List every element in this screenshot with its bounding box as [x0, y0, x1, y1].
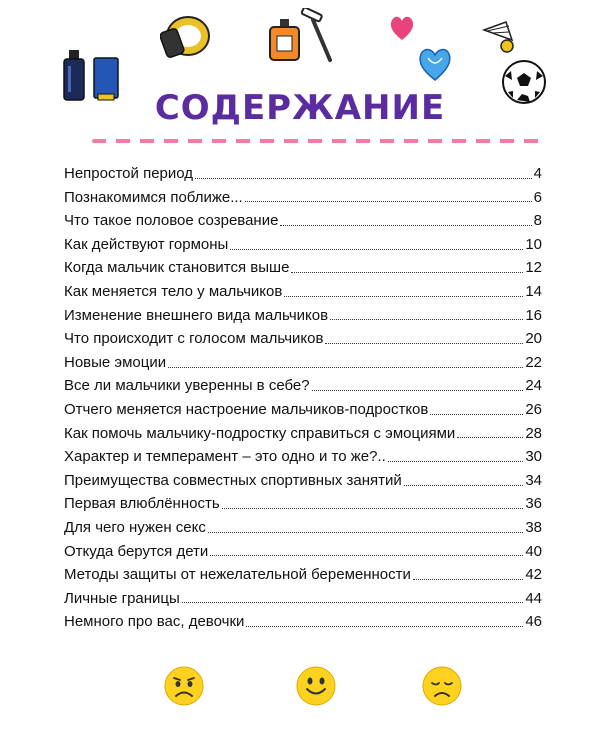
toc-entry-page: 34 — [525, 471, 542, 489]
dot-leader — [208, 531, 523, 533]
toc-entry[interactable] — [64, 398, 542, 422]
toc-entry[interactable] — [64, 233, 542, 257]
dot-leader — [430, 413, 523, 415]
dot-leader — [222, 507, 524, 509]
toc-entry[interactable] — [64, 587, 542, 611]
toc-entry[interactable] — [64, 563, 542, 587]
toc-entry-page: 20 — [525, 330, 542, 348]
toc-entry[interactable] — [64, 422, 542, 446]
heart-outline-icon — [416, 44, 454, 84]
toc-entry-page: 36 — [525, 495, 542, 513]
dot-leader — [245, 200, 532, 202]
toc-entry-page: 16 — [525, 306, 542, 324]
toc-entry-page: 46 — [525, 613, 542, 631]
toc-entry-title: Отчего меняется настроение мальчиков-подростков — [64, 400, 429, 418]
toc-entry-title: Когда мальчик становится выше — [64, 259, 290, 277]
dot-leader — [246, 625, 523, 627]
dot-leader — [182, 601, 524, 603]
toc-entry[interactable] — [64, 280, 542, 304]
toc-entry-page: 22 — [525, 353, 542, 371]
shuttlecock-icon — [478, 18, 518, 58]
perfume-icon — [268, 18, 302, 62]
title-divider — [92, 139, 542, 143]
toc-entry-page: 10 — [525, 235, 542, 253]
toc-entry[interactable] — [64, 445, 542, 469]
dot-leader — [388, 460, 524, 462]
toc-entry-page: 28 — [525, 424, 542, 442]
toc-entry-title: Преимущества совместных спортивных занятий — [64, 471, 402, 489]
toc-entry[interactable] — [64, 304, 542, 328]
toc-entry-title: Что происходит с голосом мальчиков — [64, 330, 324, 348]
toc-entry-title: Для чего нужен секс — [64, 518, 206, 536]
dot-leader — [457, 436, 523, 438]
toc-entry-page: 8 — [533, 212, 542, 230]
dot-leader — [210, 554, 523, 556]
toc-entry-title: Новые эмоции — [64, 353, 167, 371]
toc-entry-page: 4 — [533, 165, 542, 182]
table-of-contents — [64, 162, 542, 634]
dot-leader — [413, 578, 523, 580]
page-title: СОДЕРЖАНИЕ — [154, 88, 446, 128]
dot-leader — [168, 366, 523, 368]
dot-leader — [325, 342, 523, 344]
toc-entry-title: Что такое половое созревание — [64, 212, 279, 230]
dot-leader — [404, 484, 524, 486]
toc-entry-page: 6 — [533, 188, 542, 206]
toc-entry-page: 24 — [525, 377, 542, 395]
toc-entry-title: Методы защиты от нежелательной беременности — [64, 566, 411, 584]
toc-entry-title: Откуда берутся дети — [64, 542, 209, 560]
dot-leader — [280, 224, 531, 226]
toc-entry-page: 40 — [525, 542, 542, 560]
toc-entry-title: Немного про вас, девочки — [64, 613, 245, 631]
toc-entry-page: 30 — [525, 448, 542, 466]
toc-entry-page: 14 — [525, 282, 542, 300]
dot-leader — [291, 271, 523, 273]
toc-entry-title: Как меняется тело у мальчиков — [64, 282, 283, 300]
toc-entry[interactable] — [64, 186, 542, 210]
toc-entry[interactable] — [64, 540, 542, 564]
toc-entry[interactable] — [64, 256, 542, 280]
toc-entry[interactable] — [64, 492, 542, 516]
worried-face-icon — [164, 666, 204, 706]
smiling-face-icon — [296, 666, 336, 706]
toc-entry-title: Характер и темперамент – это одно и то же?.. — [64, 448, 386, 466]
heart-icon — [388, 14, 416, 42]
dot-leader — [195, 177, 532, 179]
toc-entry[interactable] — [64, 374, 542, 398]
toc-entry-title: Изменение внешнего вида мальчиков — [64, 306, 329, 324]
toc-entry-title: Как помочь мальчику-подростку справиться с эмоциями — [64, 424, 456, 442]
dot-leader — [312, 389, 524, 391]
toc-entry[interactable] — [64, 516, 542, 540]
toc-entry-page: 12 — [525, 259, 542, 277]
toc-entry[interactable] — [64, 351, 542, 375]
dot-leader — [284, 295, 523, 297]
smartwatch-icon — [160, 12, 212, 64]
dot-leader — [230, 248, 523, 250]
toc-entry-title: Познакомимся поближе... — [64, 188, 243, 206]
sad-face-icon — [422, 666, 462, 706]
toc-entry[interactable] — [64, 469, 542, 493]
toc-entry-page: 42 — [525, 566, 542, 584]
toc-entry-title: Непростой период — [64, 165, 194, 182]
razor-icon — [300, 8, 336, 64]
toc-entry-title: Все ли мальчики уверенны в себе? — [64, 377, 310, 395]
toc-entry[interactable] — [64, 610, 542, 634]
toc-entry[interactable] — [64, 327, 542, 351]
toc-entry-page: 26 — [525, 400, 542, 418]
toc-entry[interactable] — [64, 162, 542, 186]
dot-leader — [330, 318, 523, 320]
toc-entry[interactable] — [64, 209, 542, 233]
toc-entry-page: 38 — [525, 518, 542, 536]
toc-entry-title: Первая влюблённость — [64, 495, 220, 513]
toc-entry-title: Как действуют гормоны — [64, 235, 229, 253]
toc-entry-title: Личные границы — [64, 589, 180, 607]
toc-entry-page: 44 — [525, 589, 542, 607]
